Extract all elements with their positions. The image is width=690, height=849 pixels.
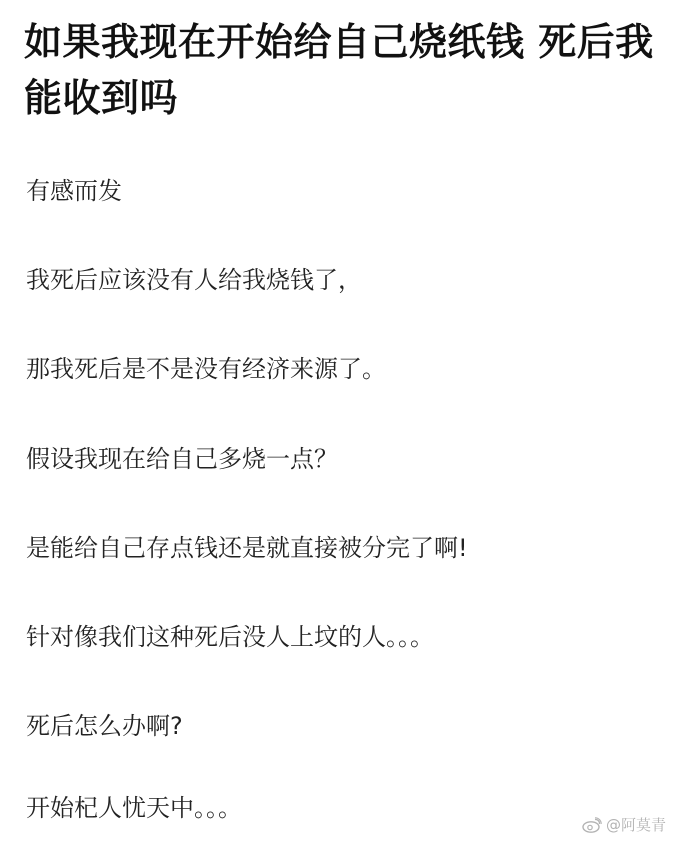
body-line: 针对像我们这种死后没人上坟的人。。。 xyxy=(26,623,434,651)
body-line: 开始杞人忧天中。。。 xyxy=(26,794,242,822)
weibo-watermark xyxy=(582,814,666,835)
body-line: 死后怎么办啊? xyxy=(26,712,183,740)
body-line: 假设我现在给自己多烧一点？ xyxy=(26,445,338,473)
weibo-icon xyxy=(582,817,602,833)
body-line: 是能给自己存点钱还是就直接被分完了啊! xyxy=(26,534,468,562)
body-line: 有感而发 xyxy=(26,177,122,205)
question-title: 如果我现在开始给自己烧纸钱 死后我能收到吗 xyxy=(24,20,654,120)
watermark-text: @阿莫青 xyxy=(605,816,666,834)
body-line: 我死后应该没有人给我烧钱了， xyxy=(26,266,362,294)
body-line: 那我死后是不是没有经济来源了。 xyxy=(26,355,386,383)
